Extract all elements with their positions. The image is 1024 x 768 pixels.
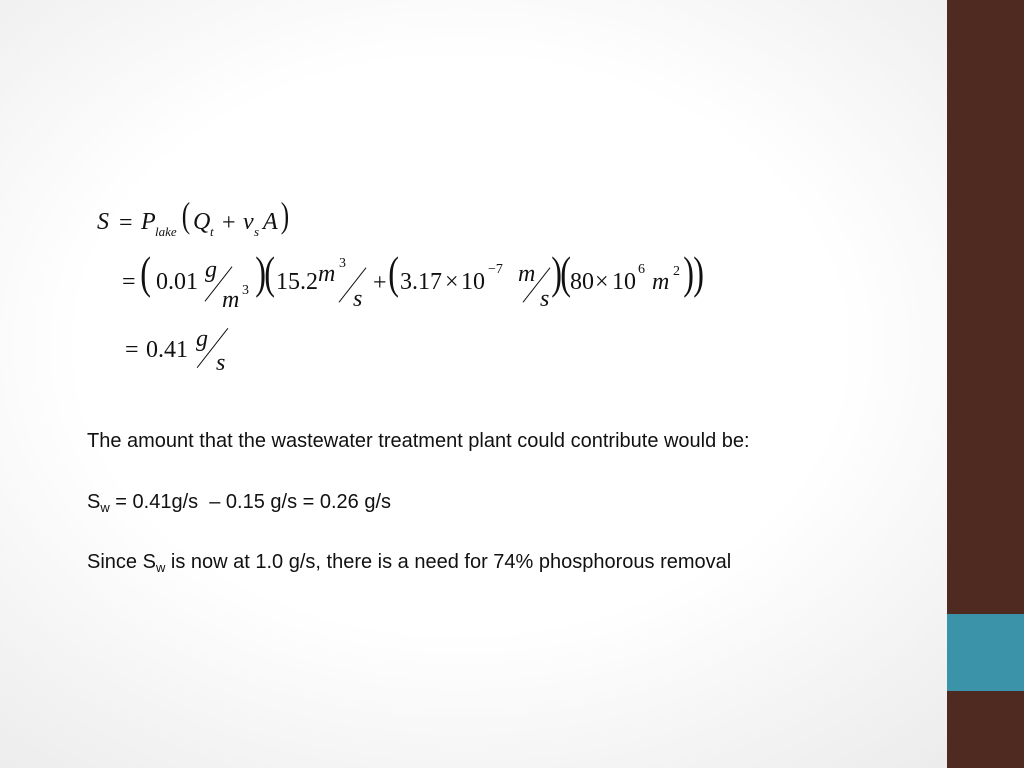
text-line-3-prefix: Since S	[87, 551, 156, 573]
eq-P: P	[141, 209, 156, 235]
eq2-exp3: 3	[242, 283, 249, 298]
eq-A: A	[263, 209, 278, 235]
eq2-exp6: 6	[638, 262, 645, 277]
eq2-coef-80: 80	[570, 269, 594, 295]
eq3-equals: =	[125, 337, 139, 363]
eq2-lparen-1: (	[140, 247, 152, 298]
eq2-coef-317: 3.17	[400, 269, 442, 295]
text-line-2-sub: w	[100, 500, 110, 515]
eq2-coef-152: 15.2	[276, 269, 318, 295]
eq-Q-sub: t	[210, 224, 214, 239]
eq-P-sub: lake	[155, 224, 177, 239]
eq2-coef-001: 0.01	[156, 269, 198, 295]
eq2-ten2: 10	[612, 269, 636, 295]
eq-lparen: (	[181, 195, 191, 235]
sidebar-accent-block	[947, 614, 1024, 691]
eq-v-sub: s	[254, 224, 260, 239]
eq2-lparen-3: (	[388, 247, 400, 298]
eq2-lparen-4: (	[560, 247, 572, 298]
eq2-exp3b: 3	[339, 256, 346, 271]
text-line-3-rest: is now at 1.0 g/s, there is a need for 74% phosphorous removal	[165, 551, 732, 573]
eq2-rparen-2: )	[693, 247, 705, 298]
eq2-plus: +	[373, 270, 387, 296]
eq2-m4: m	[652, 269, 670, 295]
eq2-times2: ×	[595, 269, 609, 295]
eq3-g: g	[196, 326, 208, 352]
text-line-2	[87, 491, 392, 515]
text-line-3	[87, 551, 732, 575]
text-line-2-prefix: S	[87, 491, 101, 513]
eq2-s: s	[353, 286, 363, 312]
eq2-rparen-3: )	[551, 247, 563, 298]
eq2-exp2: 2	[673, 264, 680, 279]
eq-Q: Q	[193, 209, 211, 235]
eq2-exp-neg7: −7	[488, 262, 503, 277]
eq2-ten: 10	[461, 269, 485, 295]
eq-S: S	[97, 209, 109, 235]
eq2-rparen-4: )	[683, 247, 695, 298]
eq-equals: =	[119, 210, 133, 236]
text-line-2-rest: = 0.41g/s – 0.15 g/s = 0.26 g/s	[109, 491, 392, 513]
eq2-lparen-2: (	[264, 247, 276, 298]
eq2-m: m	[222, 287, 240, 313]
eq2-s2: s	[540, 286, 550, 312]
eq-plus: +	[222, 210, 236, 236]
text-line-1: The amount that the wastewater treatment plant could contribute would be:	[87, 430, 750, 452]
eq-rparen: )	[280, 195, 290, 235]
eq2-m3: m	[518, 261, 536, 287]
eq2-times: ×	[445, 269, 459, 295]
equation	[0, 0, 947, 400]
eq2-rparen-1: )	[255, 247, 267, 298]
eq3-val: 0.41	[146, 337, 188, 363]
text-line-3-sub: w	[155, 560, 166, 575]
eq2-equals: =	[122, 269, 136, 295]
eq3-s: s	[216, 350, 226, 376]
eq-v: v	[243, 209, 254, 235]
eq2-g: g	[205, 257, 217, 283]
eq2-m2: m	[318, 261, 336, 287]
